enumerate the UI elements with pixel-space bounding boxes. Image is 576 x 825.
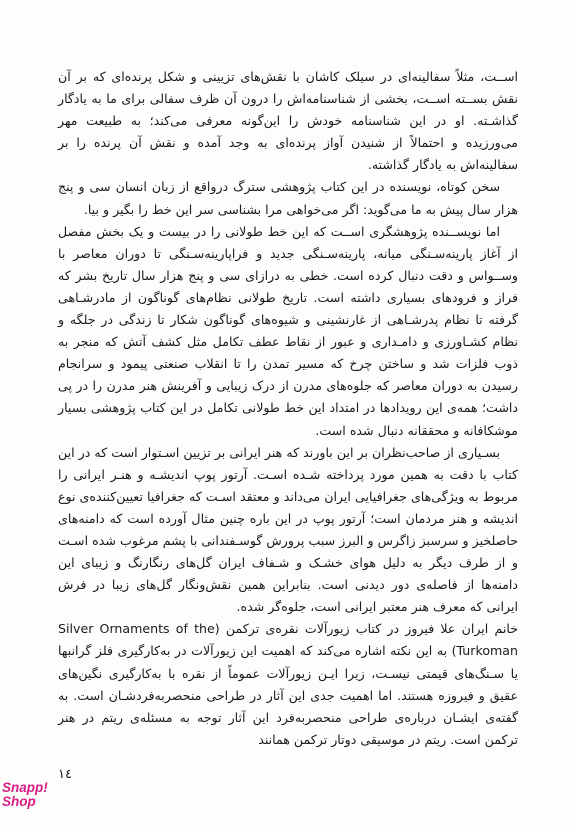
logo-line-2: Shop (2, 794, 36, 809)
paragraph-2: سخن کوتاه، نویسنده در این کتاب پژوهشی سترگ درواقع از زبان انسان سی و پنج هزار سال پیش به ما می‌گوید: اگر می‌خواهی مرا بشناسی سر این خط را بگیر و بیا. (58, 179, 518, 217)
paragraph-4: بسـیاری از صاحب‌نظران بر این باورند که هنر ایرانی بر تزیین اسـتوار است که در این کتاب با دقت به همین مورد پرداخته شـده اسـت. آرتور پوپ اندیشـه و هنـر ایرانی را مربوط به ویژگی‌های جغرافیایی ایران می‌داند و معتقد اسـت که جغرافیا تعیین‌کننده‌ی نوع اندیشه و هنر مردمان است؛ آرتور پوپ در این باره چنین مثال آورده است که دامنه‌های حاصلخیز و سرسبز زاگرس و البرز سبب پرورش گوسـفندانی با پشم مرغوب شده اسـت و از طرف دیگر به دلیل هوای خشـک و شـفاف ایران گل‌های رنگارنگ و زیبای این دامنه‌ها از فاصله‌ی دور دیدنی است. بنابراین همین نقش‌ونگار گل‌های زیبا در فرش ایرانی که معرف هنر معتبر ایرانی است، جلوه‌گر شده. (58, 444, 518, 615)
body-text (58, 66, 518, 751)
logo-line-1: Snapp! (2, 780, 48, 795)
paragraph-3: اما نویســنده پژوهشگری اســت که این خط طولانی را در بیست و یک بخش مفصل از آغاز پارینه‌سـنگی میانه، پارینه‌سـنگی جدید و فراپارینه‌سـنگی تا دوران معاصر با وســواس و دقت دنبال کرده است. خطی به درازای سی و پنج هزار سال تاریخ بشر که فراز و فرودهای بسیاری داشته است. تاریخ طولانی نظام‌های گوناگون از مادرشـاهی گرفته تا نظام پدرشـاهی از غارنشینی و شیوه‌های گوناگون شکار تا زندگی در جلگه و نظام کشـاورزی و دامـداری و عبور از نقاط عطف تکامل مثل کشف آتش که منجر به ذوب فلزات شد و ساختن چرخ که مسیر تمدن را تا انقلاب صنعتی پیمود و سرانجام رسیدن به دوران معاصر که جلوه‌های مدرن از درک زیبایی و آفرینش هنر مدرن را در پی داشت؛ همه‌ی این رویدادها در امتداد این خط طولانی تکامل در این کتاب پژوهشی بسیار موشکافانه و محققانه دنبال شده است. (58, 223, 518, 438)
snapp-shop-logo (2, 781, 62, 809)
paragraph-1: اســت، مثلاً سفالینه‌ای در سیلک کاشان با نقش‌های تزیینی و شکل پرنده‌ای که بر آن نقش بســته اســت، بخشی از شناسنامه‌اش را درون آن ظرف سفالی برای ما به یادگار گذاشـته. او در این شناسنامه خودش را این‌گونه معرفی می‌کند؛ به طبیعت مهر می‌ورزیده و احتمالاً از شنیدن آواز پرنده‌ای به وجد آمده و نقش آن پرنده را بر سفالینه‌اش به یادگار گذاشته. (58, 69, 518, 173)
page-number: ١٤ (58, 767, 72, 782)
paragraph-5: خانم ایران علا فیروز در کتاب زیورآلات نقره‌ی ترکمن (Silver Ornaments of the Turkoman) به این نکته اشاره می‌کند که اهمیت این زیورآلات در به‌کارگیری فلز گرانبها یا سـنگ‌های قیمتی نیسـت، زیرا ایـن زیورآلات عموماً از نقره با به‌کارگیری نگین‌های عقیق و فیروزه هستند. اما اهمیت جدی این آثار در طراحی منحصربه‌فردشـان است. به گفته‌ی ایشـان درباره‌ی طراحی منحصربه‌فرد این آثار توجه به مسئله‌ی ریتم در هنر ترکمن است. ریتم در موسیقی دوتار ترکمن همانند (58, 621, 518, 747)
